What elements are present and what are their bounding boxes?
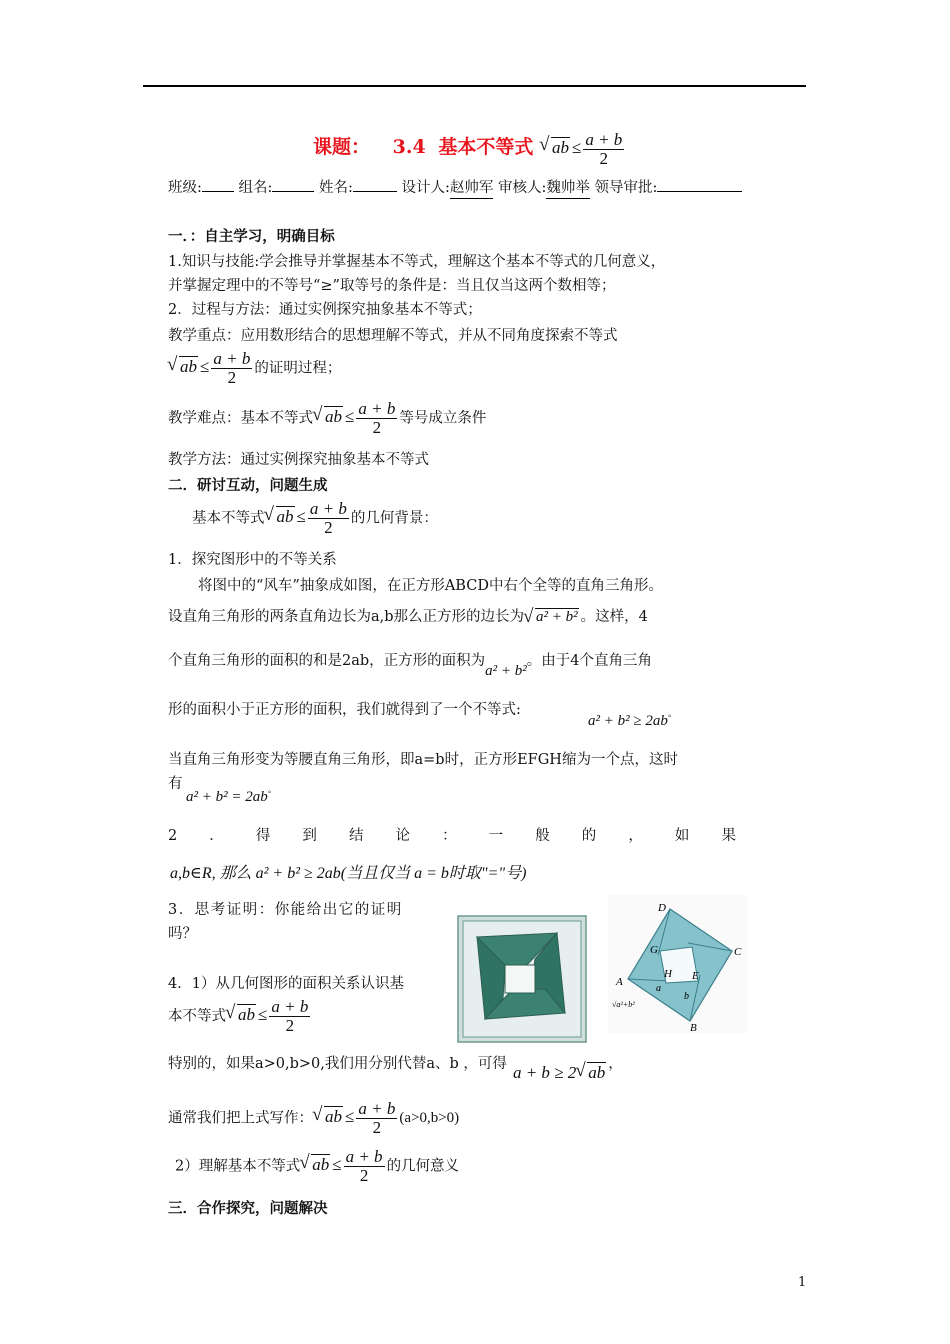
label-H: H [664,968,672,980]
label-E: E [692,970,699,982]
section1-heading: 一．：自主学习，明确目标 [168,228,335,245]
s2-item4b: 本不等式√ ab ≤ $\frac{a + b}{2}$ [168,998,312,1035]
label-B: B [690,1022,697,1033]
label-A: A [616,976,623,988]
s2-item1: 1．探究图形中的不等关系 [168,552,337,568]
s1-difficulty: 教学难点：基本不等式√ ab ≤ $\frac{a + b}{2}$ 等号成立条件 [168,400,486,437]
section3-heading: 三．合作探究，问题解决 [168,1200,328,1217]
s2-p-d: 形的面积小于正方形的面积，我们就得到了一个不等式: [168,702,521,718]
s2-item2-formula: a,b∈R, 那么 a² + b² ≥ 2ab(当且仅当 a = b时取"="号) [170,865,527,882]
label-a: a [656,983,661,994]
s2-item4-2: 2）理解基本不等式√ ab ≤ $\frac{a + b}{2}$ 的几何意义 [175,1148,459,1185]
title-formula: √ ab ≤ $\frac{a + b}{2}$ [540,138,626,157]
label-G: G [650,944,658,956]
s1-p1b: 并掌握定理中的不等号“≥”取等号的条件是：当且仅当这两个数相等； [168,278,616,294]
page-title [313,127,626,168]
s1-key-points: 教学重点：应用数形结合的思想理解不等式，并从不同角度探索不等式 [168,328,618,344]
s2-p-b: 设直角三角形的两条直角边长为a,b那么正方形的边长为√ a² + b² 。这样，4 [168,606,648,627]
s2-p-f: 有 [168,776,183,792]
section2-heading: 二．研讨互动，问题生成 [168,477,328,494]
square-abcd-figure [608,895,748,1033]
label-C: C [734,946,742,958]
s2-item2-spread: 2 ． 得 到 结 论 ： 一 般 的 ， 如 果 [168,828,736,844]
s2-item3a: 3．思考证明：你能给出它的证明 [168,902,403,918]
s2-eq: a² + b² = 2ab◦ [186,787,272,805]
info-row: 班级: 组名: 姓名: 设计人:赵帅军 审核人:魏帅举 领导审批: [168,178,742,199]
label-D: D [658,902,666,914]
s1-p2: 2．过程与方法：通过实例探究抽象基本不等式； [168,302,482,318]
s2-usual: 通常我们把上式写作：√ ab ≤ $\frac{a + b}{2}$ (a>0,b>0) [168,1100,459,1137]
title-prefix: 课题： [313,136,371,158]
label-diag: √a²+b² [612,1000,635,1009]
page-number: 1 [798,1275,807,1290]
title-text: 基本不等式 [438,136,534,158]
pinwheel-figure [457,915,587,1043]
header-rule [143,85,806,87]
s2-p-a: 将图中的“风车”抽象成如图，在正方形ABCD中右个全等的直角三角形。 [198,578,663,594]
s2-p-e: 当直角三角形变为等腰直角三角形，即a=b时，正方形EFGH缩为一个点，这时 [168,752,678,768]
s2-special: 特别的，如果a>0,b>0,我们用分别代替a、b ，可得 a + b ≥ 2√ ab ， [168,1053,623,1074]
s2-item3b: 吗？ [168,926,197,942]
s2-ineq: a² + b² ≥ 2ab◦ [588,711,672,729]
s2-p-c: 个直角三角形的面积的和是2ab，正方形的面积为a² + b²。由于4个直角三角 [168,653,653,679]
s1-key-formula: √ ab ≤ $\frac{a + b}{2}$ 的证明过程； [168,350,341,387]
title-number: 3.4 [392,136,426,158]
s1-p1a: 1.知识与技能:学会推导并掌握基本不等式，理解这个基本不等式的几何意义， [168,254,666,270]
s1-method: 教学方法：通过实例探究抽象基本不等式 [168,452,429,468]
label-b: b [684,991,689,1002]
s2-intro: 基本不等式√ ab ≤ $\frac{a + b}{2}$ 的几何背景： [192,500,438,537]
s2-item4a: 4．1）从几何图形的面积关系认识基 [168,976,404,992]
